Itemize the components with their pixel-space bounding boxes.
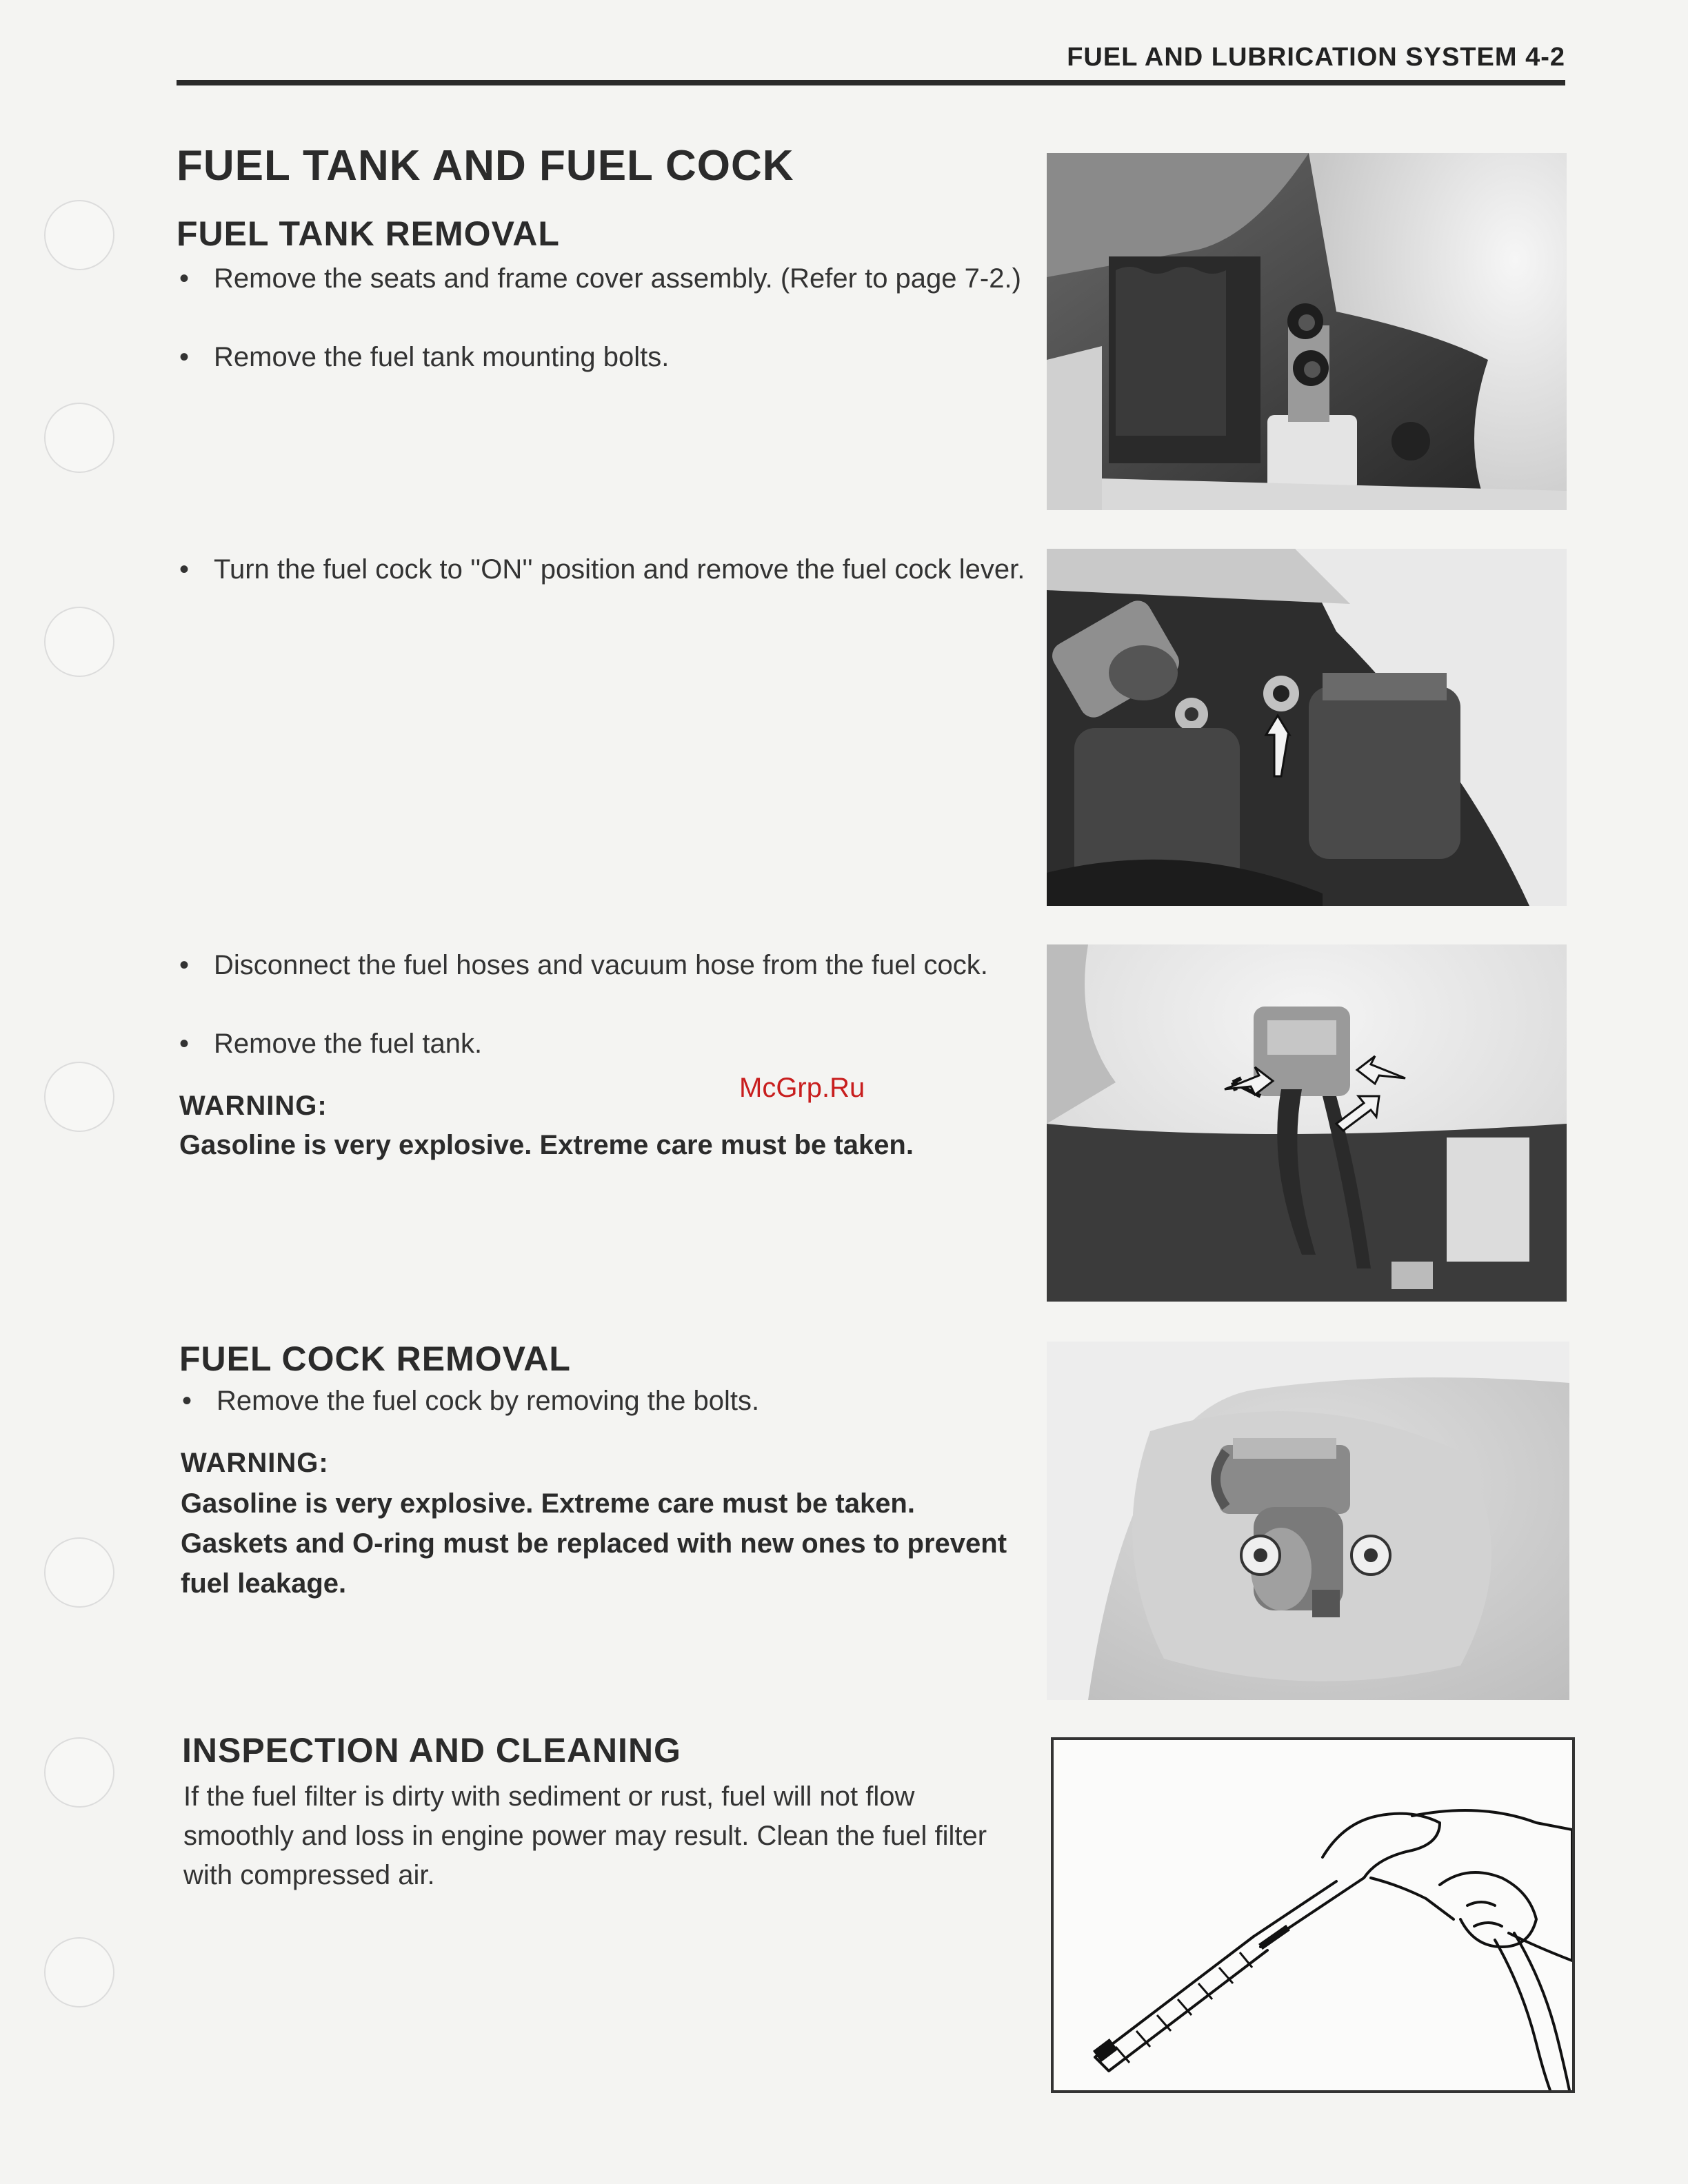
- list-item: • Remove the fuel tank mounting bolts.: [178, 338, 1047, 377]
- fuel-cock-bolts-photo: [1047, 1342, 1569, 1700]
- punch-hole: [44, 200, 114, 270]
- warning-text: Gasoline is very explosive. Extreme care must be taken.: [179, 1130, 914, 1160]
- section-title-inspection: INSPECTION AND CLEANING: [182, 1731, 681, 1770]
- warning-title: WARNING:: [181, 1448, 329, 1478]
- list-item: • Disconnect the fuel hoses and vacuum hose from the fuel cock.: [178, 946, 1047, 985]
- list-item: • Turn the fuel cock to ''ON'' position and remove the fuel cock lever.: [178, 550, 1047, 589]
- page-title: FUEL TANK AND FUEL COCK: [177, 142, 794, 190]
- punch-hole: [44, 403, 114, 473]
- header-rule: [177, 80, 1565, 85]
- fuel-hoses-photo: [1047, 944, 1567, 1302]
- punch-hole: [44, 1537, 114, 1608]
- warning-title: WARNING:: [179, 1091, 328, 1121]
- punch-hole: [44, 1737, 114, 1808]
- list-item: • Remove the seats and frame cover assembly. (Refer to page 7-2.): [178, 259, 1047, 299]
- section-title-fuel-tank-removal: FUEL TANK REMOVAL: [177, 214, 560, 253]
- warning-text: Gasoline is very explosive. Extreme care must be taken. Gaskets and O-ring must be replaced with new ones to prevent fuel leakage.: [181, 1488, 1007, 1599]
- list-item: • Remove the fuel tank.: [178, 1024, 1047, 1064]
- list-item: • Remove the fuel cock by removing the bolts.: [181, 1382, 1049, 1421]
- page-header: FUEL AND LUBRICATION SYSTEM 4-2: [1067, 43, 1565, 72]
- section-title-fuel-cock-removal: FUEL COCK REMOVAL: [179, 1339, 571, 1378]
- punch-hole: [44, 1937, 114, 2008]
- punch-hole: [44, 1062, 114, 1132]
- watermark: McGrp.Ru: [739, 1073, 865, 1103]
- inspection-text: If the fuel filter is dirty with sediment or rust, fuel will not flow smoothly and loss in engine power may result. Clean the fuel filter with compressed air.: [183, 1781, 987, 1890]
- fuel-cock-lever-photo: [1047, 549, 1567, 906]
- fuel-tank-bolts-photo: [1047, 153, 1567, 510]
- air-gun-cleaning-illustration: [1051, 1737, 1575, 2093]
- punch-hole: [44, 607, 114, 677]
